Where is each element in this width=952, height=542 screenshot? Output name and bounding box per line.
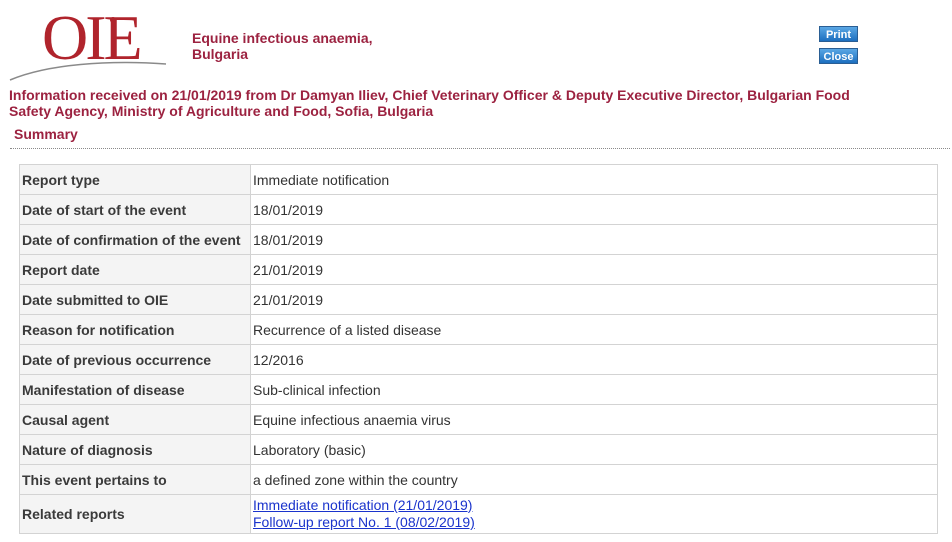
row-label: Causal agent bbox=[20, 405, 251, 435]
row-value: Recurrence of a listed disease bbox=[251, 315, 938, 345]
table-row bbox=[20, 165, 938, 195]
disease-title bbox=[192, 30, 412, 62]
row-label: Report date bbox=[20, 255, 251, 285]
row-label: This event pertains to bbox=[20, 465, 251, 495]
row-value: Laboratory (basic) bbox=[251, 435, 938, 465]
row-label: Date of previous occurrence bbox=[20, 345, 251, 375]
oie-logo bbox=[8, 2, 168, 82]
row-label: Report type bbox=[20, 165, 251, 195]
summary-heading: Summary bbox=[14, 126, 78, 142]
related-reports-label: Related reports bbox=[20, 495, 251, 534]
table-row bbox=[20, 195, 938, 225]
table-row bbox=[20, 345, 938, 375]
row-label: Nature of diagnosis bbox=[20, 435, 251, 465]
table-row bbox=[20, 225, 938, 255]
row-label: Date of confirmation of the event bbox=[20, 225, 251, 255]
row-label: Date submitted to OIE bbox=[20, 285, 251, 315]
table-row bbox=[20, 315, 938, 345]
disease-title-line1: Equine infectious anaemia, bbox=[192, 30, 373, 46]
summary-table-body bbox=[20, 165, 938, 534]
summary-table bbox=[19, 164, 938, 534]
related-report-link[interactable]: Immediate notification (21/01/2019) bbox=[253, 497, 473, 513]
row-value: 18/01/2019 bbox=[251, 195, 938, 225]
row-value: Equine infectious anaemia virus bbox=[251, 405, 938, 435]
related-report-link[interactable]: Follow-up report No. 1 (08/02/2019) bbox=[253, 514, 475, 530]
table-row bbox=[20, 435, 938, 465]
table-row bbox=[20, 375, 938, 405]
logo-text: OIE bbox=[42, 2, 140, 73]
row-value: 18/01/2019 bbox=[251, 225, 938, 255]
row-value: a defined zone within the country bbox=[251, 465, 938, 495]
row-value: 12/2016 bbox=[251, 345, 938, 375]
row-value: 21/01/2019 bbox=[251, 285, 938, 315]
row-value: 21/01/2019 bbox=[251, 255, 938, 285]
row-label: Date of start of the event bbox=[20, 195, 251, 225]
info-received-text: Information received on 21/01/2019 from Dr Damyan Iliev, Chief Veterinary Officer & Deputy Executive Director, Bulgarian Food Safety Agency, Ministry of Agriculture and Food, Sofia, Bulgaria bbox=[9, 87, 850, 119]
table-row-related-reports bbox=[20, 495, 938, 534]
row-value: Immediate notification bbox=[251, 165, 938, 195]
table-row bbox=[20, 465, 938, 495]
row-label: Reason for notification bbox=[20, 315, 251, 345]
close-button[interactable]: Close bbox=[819, 48, 858, 64]
row-label: Manifestation of disease bbox=[20, 375, 251, 405]
print-button[interactable]: Print bbox=[819, 26, 858, 42]
row-value: Sub-clinical infection bbox=[251, 375, 938, 405]
related-reports-links bbox=[251, 495, 938, 534]
table-row bbox=[20, 405, 938, 435]
divider bbox=[10, 148, 950, 149]
table-row bbox=[20, 255, 938, 285]
disease-title-line2: Bulgaria bbox=[192, 46, 249, 62]
table-row bbox=[20, 285, 938, 315]
